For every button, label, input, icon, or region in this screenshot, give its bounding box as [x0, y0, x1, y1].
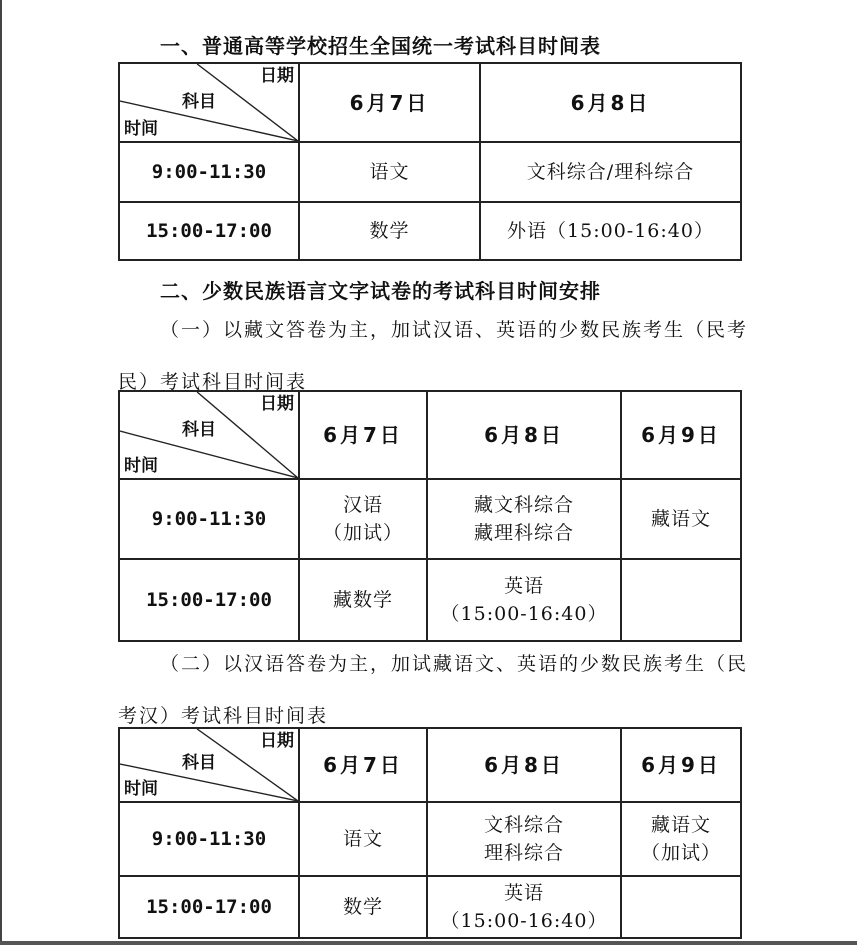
part-2-intro: （二）以汉语答卷为主，加试藏语文、英语的少数民族考生（民考汉）考试科目时间表 — [118, 653, 749, 727]
corner-subject-label: 科目 — [182, 420, 216, 440]
subject-line: （15:00-16:40） — [440, 910, 608, 932]
subject-line: 文科综合 — [483, 814, 564, 836]
subject-line: （加试） — [322, 522, 403, 544]
subject-cell — [621, 479, 741, 559]
date-header-cell: 6月7日 — [299, 391, 427, 479]
subject-line: 藏语文 — [650, 814, 711, 836]
subject-line: （加试） — [640, 842, 721, 864]
subject-cell — [299, 559, 427, 641]
corner-date-label: 日期 — [260, 731, 294, 751]
date-header-cell: 6月8日 — [427, 391, 621, 479]
schedule-table-1 — [118, 62, 742, 261]
subject-line: 英语 — [503, 575, 544, 597]
corner-date-label: 日期 — [260, 66, 294, 86]
empty-cell — [621, 876, 741, 938]
time-cell: 9:00-11:30 — [119, 142, 299, 202]
corner-header-cell — [119, 728, 299, 802]
date-header-cell: 6月9日 — [621, 391, 741, 479]
subject-cell: 外语（15:00-16:40） — [480, 202, 741, 260]
table-row — [119, 479, 741, 559]
table-header-row — [119, 63, 741, 142]
table-row — [119, 876, 741, 938]
section-1-title: 一、普通高等学校招生全国统一考试科目时间表 — [160, 34, 601, 58]
corner-header-cell — [119, 63, 299, 142]
subject-cell — [299, 802, 427, 876]
subject-line: 藏理科综合 — [473, 522, 574, 544]
subject-line: 藏文科综合 — [473, 494, 574, 516]
page-bottom-border — [0, 941, 857, 945]
corner-time-label: 时间 — [124, 456, 158, 476]
table-header-row — [119, 728, 741, 802]
schedule-table-3 — [118, 727, 742, 939]
corner-time-label: 时间 — [124, 119, 158, 139]
table-row — [119, 142, 741, 202]
subject-line: 数学 — [342, 896, 383, 918]
corner-subject-label: 科目 — [182, 753, 216, 773]
part-1-intro: （一）以藏文答卷为主，加试汉语、英语的少数民族考生（民考民）考试科目时间表 — [118, 319, 749, 393]
time-cell: 9:00-11:30 — [119, 802, 299, 876]
subject-line: 语文 — [342, 828, 383, 850]
subject-cell: 语文 — [299, 142, 480, 202]
empty-cell — [621, 559, 741, 641]
table-row — [119, 802, 741, 876]
subject-cell: 数学 — [299, 202, 480, 260]
subject-cell — [621, 802, 741, 876]
subject-cell — [427, 876, 621, 938]
time-cell: 15:00-17:00 — [119, 202, 299, 260]
subject-cell — [427, 559, 621, 641]
corner-subject-label: 科目 — [182, 92, 216, 112]
subject-line: 汉语 — [342, 494, 383, 516]
time-cell: 15:00-17:00 — [119, 876, 299, 938]
time-cell: 15:00-17:00 — [119, 559, 299, 641]
page-left-border — [0, 0, 2, 945]
subject-cell: 文科综合/理科综合 — [480, 142, 741, 202]
schedule-table-2 — [118, 390, 742, 642]
subject-line: 藏语文 — [650, 508, 711, 530]
table-row — [119, 559, 741, 641]
subject-cell — [427, 802, 621, 876]
corner-header-cell — [119, 391, 299, 479]
subject-line: （15:00-16:40） — [440, 603, 608, 625]
corner-time-label: 时间 — [124, 779, 158, 799]
subject-line: 藏数学 — [332, 589, 393, 611]
subject-line: 理科综合 — [483, 842, 564, 864]
date-header-cell: 6月8日 — [427, 728, 621, 802]
table-header-row — [119, 391, 741, 479]
date-header-cell: 6月7日 — [299, 728, 427, 802]
subject-cell — [427, 479, 621, 559]
section-2-title: 二、少数民族语言文字试卷的考试科目时间安排 — [160, 279, 601, 303]
date-header-cell: 6月7日 — [299, 63, 480, 142]
time-cell: 9:00-11:30 — [119, 479, 299, 559]
date-header-cell: 6月9日 — [621, 728, 741, 802]
table-row — [119, 202, 741, 260]
date-header-cell: 6月8日 — [480, 63, 741, 142]
subject-cell — [299, 876, 427, 938]
corner-date-label: 日期 — [260, 394, 294, 414]
subject-line: 英语 — [503, 882, 544, 904]
subject-cell — [299, 479, 427, 559]
